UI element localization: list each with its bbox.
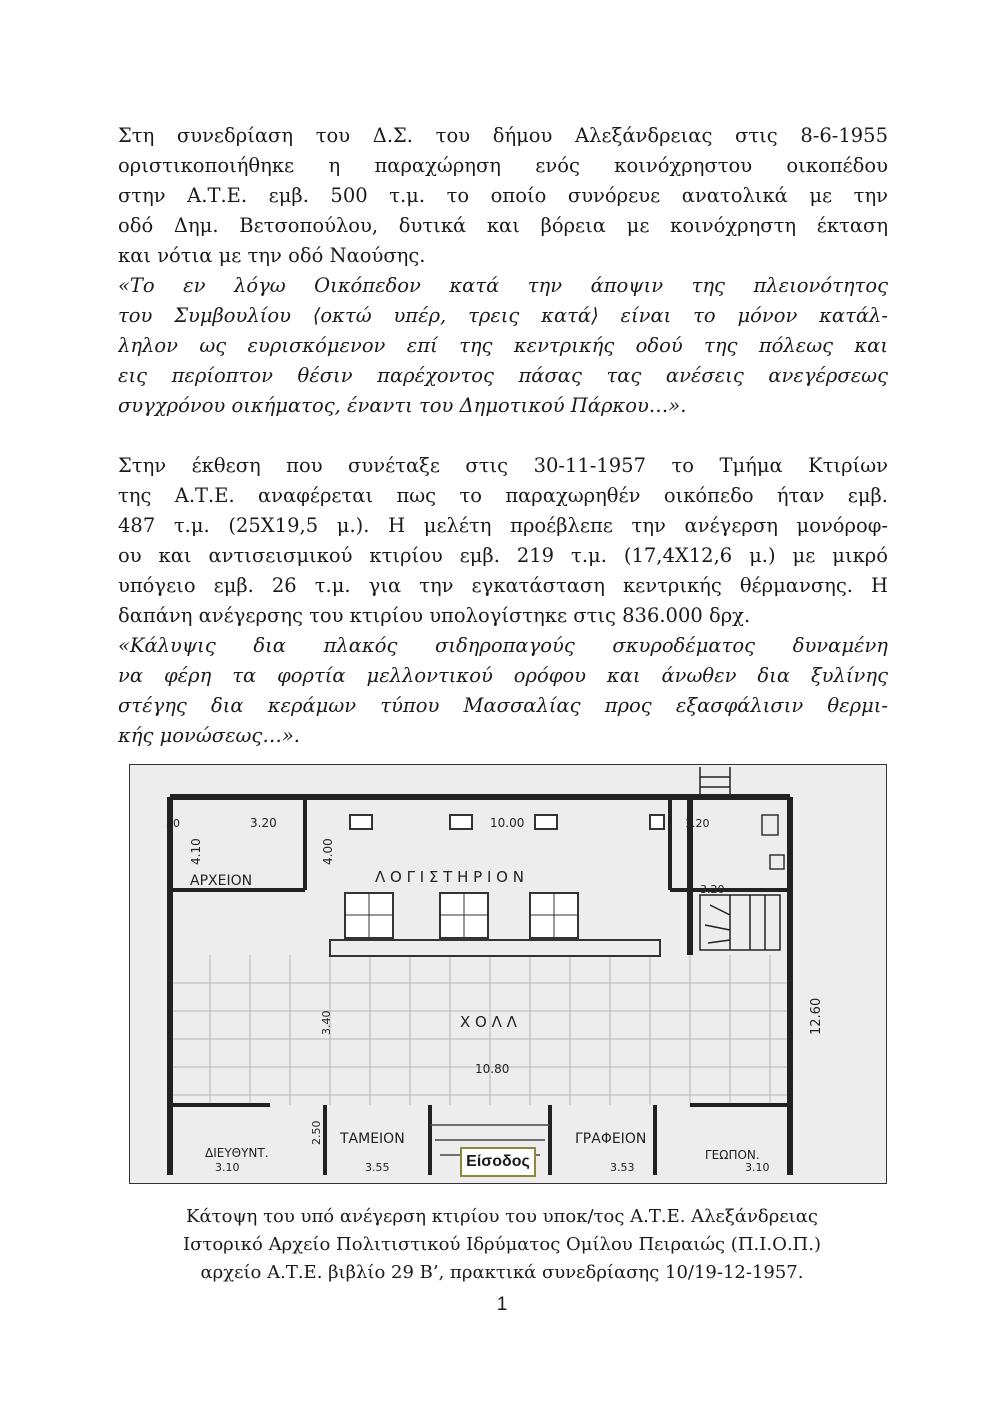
text-line: της Α.Τ.Ε. αναφέρεται πως το παραχωρηθέν οικόπεδο ήταν εμβ.: [118, 484, 888, 507]
text-line: υπόγειο εμβ. 26 τ.μ. για την εγκατάσταση κεντρικής θέρμανσης. Η: [118, 574, 888, 597]
dim-353: 3.53: [610, 1161, 635, 1174]
dim-30: 30: [166, 817, 180, 830]
text-line: εις περίοπτον θέσιν παρέχοντος πάσας τας ανέσεις ανεγέρσεως: [118, 364, 888, 387]
label-hall: Χ Ο Λ Λ: [460, 1013, 517, 1031]
dim-410: 4.10: [189, 838, 203, 865]
dim-120: 1.20: [685, 817, 710, 830]
text-line: Στη συνεδρίαση του Δ.Σ. του δήμου Αλεξάνδρειας στις 8-6-1955: [118, 124, 888, 147]
text-line: στην Α.Τ.Ε. εμβ. 500 τ.μ. το οποίο συνόρευε ανατολικά με την: [118, 184, 888, 207]
caption-line: αρχείο Α.Τ.Ε. βιβλίο 29 Β’, πρακτικά συνεδρίασης 10/19-12-1957.: [200, 1262, 804, 1283]
text-line: και νότια με την οδό Ναούσης.: [118, 244, 426, 267]
paragraph-building-report: [118, 451, 888, 631]
text-line: του Συμβουλίου ⟨οκτώ υπέρ, τρεις κατά⟩ είναι το μόνον κατάλ-: [118, 304, 888, 327]
dim-310-right: 3.10: [745, 1161, 770, 1174]
floor-plan-image: [129, 764, 887, 1184]
label-office: ΓΡΑΦΕΙΟΝ: [575, 1131, 647, 1147]
dim-340: 3.40: [320, 1010, 333, 1035]
label-accounting: Λ Ο Γ Ι Σ Τ Η Ρ Ι Ο Ν: [375, 868, 524, 886]
text-line: «Το εν λόγω Οικόπεδον κατά την άποψιν της πλειονότητος: [118, 274, 888, 297]
text-line: να φέρη τα φορτία μελλοντικού ορόφου και άνωθεν δια ξυλίνης: [118, 664, 888, 687]
label-director: ΔΙΕΥΘΥΝΤ.: [205, 1146, 269, 1160]
text-line: «Κάλυψις δια πλακός σιδηροπαγούς σκυροδέματος δυναμένη: [118, 634, 888, 657]
text-line: 487 τ.μ. (25Χ19,5 μ.). Η μελέτη προέβλεπε την ανέγερση μονόροφ-: [118, 514, 888, 537]
caption-line: Κάτοψη του υπό ανέγερση κτιρίου του υποκ/τος Α.Τ.Ε. Αλεξάνδρειας: [186, 1206, 818, 1227]
text-line: ληλον ως ευρισκόμενον επί της κεντρικής οδού της πόλεως και: [118, 334, 888, 357]
quote-plot-decision: [118, 271, 888, 421]
text-line: ου και αντισεισμικού κτιρίου εμβ. 219 τ.μ. (17,4Χ12,6 μ.) με μικρό: [118, 544, 888, 567]
dim-310-left: 3.10: [215, 1161, 240, 1174]
dim-320-stair: 3.20: [700, 883, 725, 896]
caption-line: Ιστορικό Αρχείο Πολιτιστικού Ιδρύματος Ομίλου Πειραιώς (Π.Ι.Ο.Π.): [182, 1234, 822, 1255]
paragraph-council-session: [118, 121, 888, 271]
page-number: 1: [496, 1294, 508, 1315]
dim-1080: 10.80: [475, 1062, 510, 1076]
text-line: Στην έκθεση που συνέταξε στις 30-11-1957 το Τμήμα Κτιρίων: [118, 454, 888, 477]
dim-1260: 12.60: [809, 997, 824, 1035]
dim-355: 3.55: [365, 1161, 390, 1174]
floor-plan-drawing: [130, 765, 886, 1183]
label-archive: ΑΡΧΕΙΟΝ: [190, 873, 253, 889]
quote-roof-spec: [118, 631, 888, 751]
text-line: δαπάνη ανέγερσης του κτιρίου υπολογίστηκε στις 836.000 δρχ.: [118, 604, 751, 627]
dim-320-top: 3.20: [250, 816, 277, 830]
label-cashier: ΤΑΜΕΙΟΝ: [340, 1131, 405, 1147]
dim-1000: 10.00: [490, 816, 525, 830]
dim-400: 4.00: [321, 838, 335, 865]
text-line: οριστικοποιήθηκε η παραχώρηση ενός κοινόχρηστου οικοπέδου: [118, 154, 888, 177]
text-line: κής μονώσεως…».: [118, 724, 300, 747]
text-line: οδό Δημ. Βετσοπούλου, δυτικά και βόρεια με κοινόχρηστη έκταση: [118, 214, 888, 237]
label-agronomist: ΓΕΩΠΟΝ.: [705, 1148, 760, 1162]
text-line: συγχρόνου οικήματος, έναντι του Δημοτικού Πάρκου…».: [118, 394, 687, 417]
text-line: στέγης δια κεράμων τύπου Μασσαλίας προς εξασφάλισιν θερμι-: [118, 694, 888, 717]
entrance-label: Είσοδος: [460, 1147, 536, 1177]
dim-250: 2.50: [310, 1120, 323, 1145]
